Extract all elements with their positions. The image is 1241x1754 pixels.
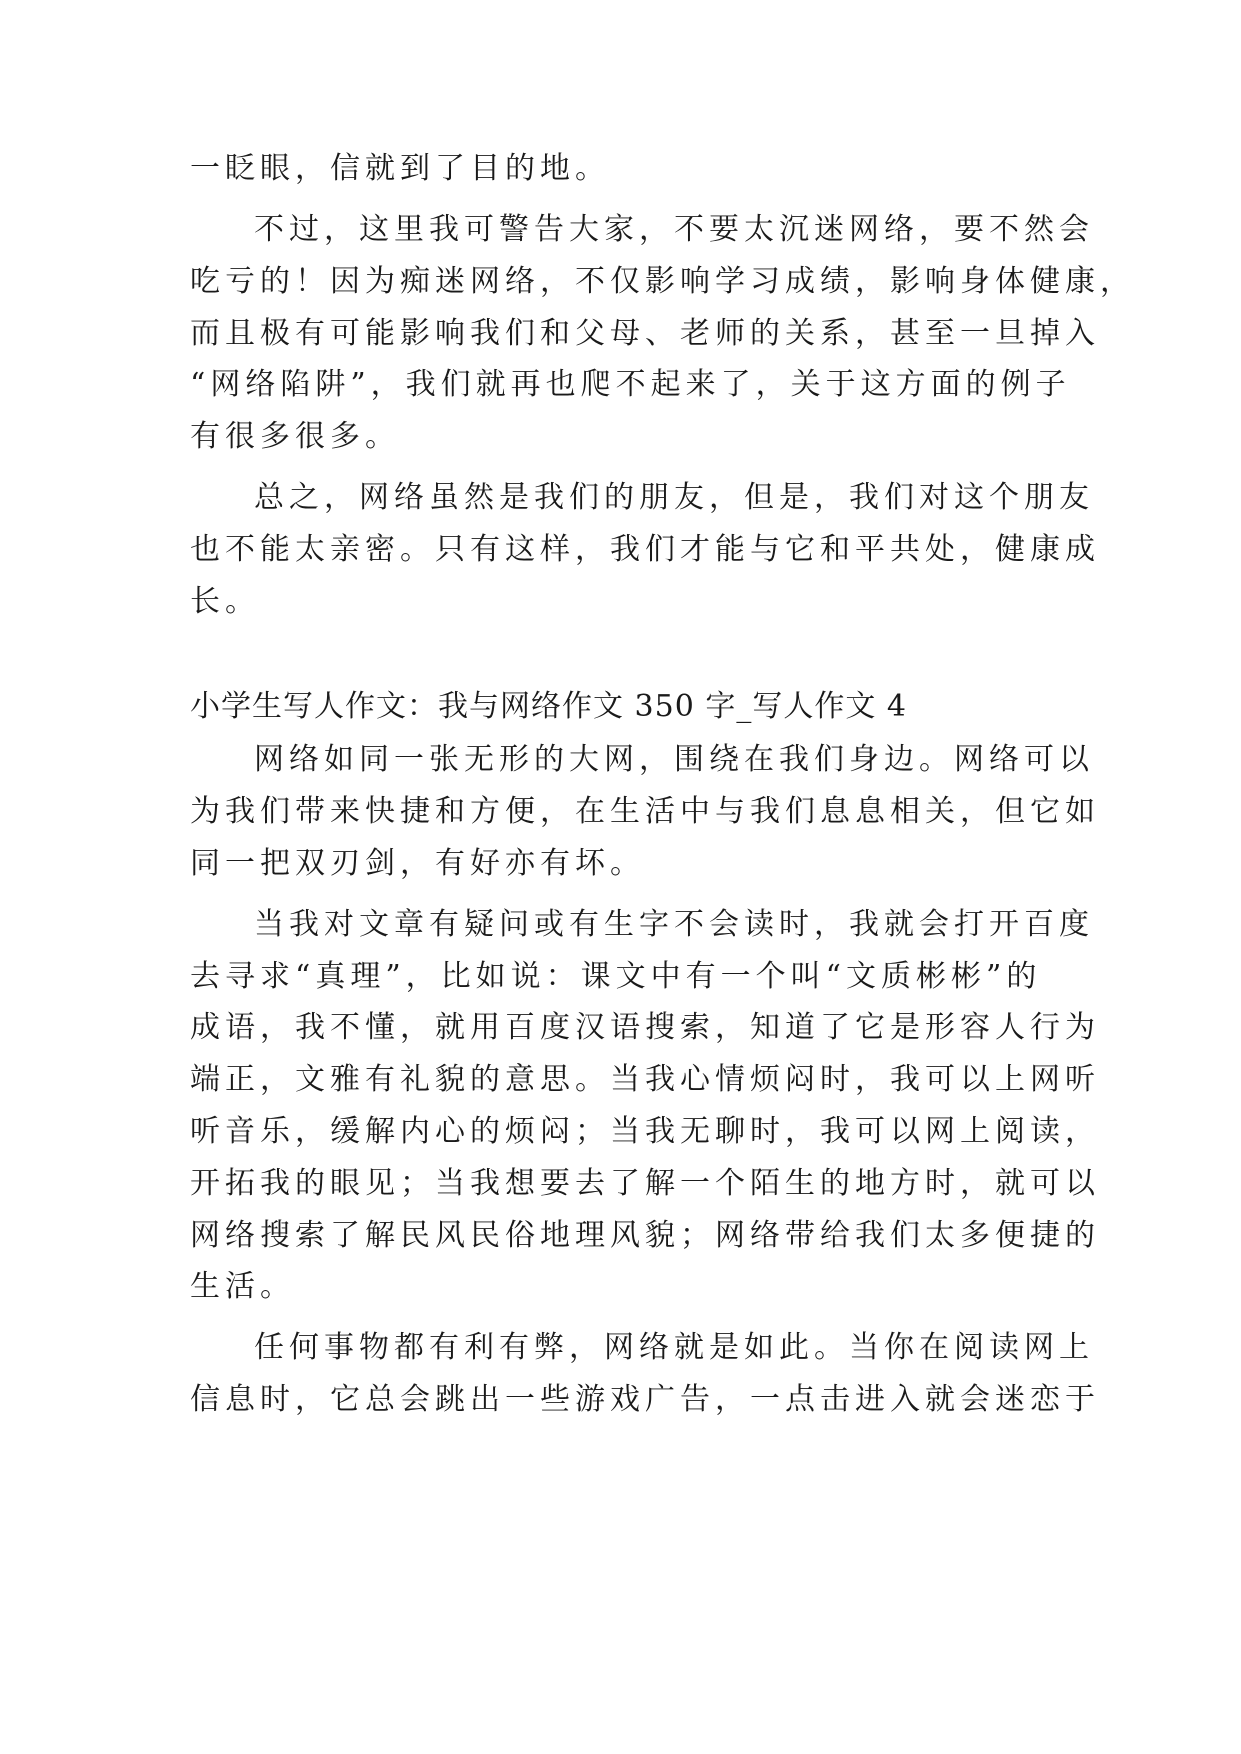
text-line: 去寻求“真理”，比如说：课文中有一个叫“文质彬彬”的 (190, 959, 1042, 994)
text-line: 长。 (190, 584, 260, 619)
text-line: 端正，文雅有礼貌的意思。当我心情烦闷时，我可以上网听 (190, 1062, 1100, 1097)
text-line: 信息时，它总会跳出一些游戏广告，一点击进入就会迷恋于 (190, 1382, 1100, 1417)
text-line: 吃亏的！因为痴迷网络，不仅影响学习成绩，影响身体健康， (190, 264, 1135, 299)
text-line: 为我们带来快捷和方便，在生活中与我们息息相关，但它如 (190, 794, 1100, 829)
paragraph-first-line: 不过，这里我可警告大家，不要太沉迷网络，要不然会 (254, 212, 1094, 247)
paragraph-first-line: 网络如同一张无形的大网，围绕在我们身边。网络可以 (254, 742, 1094, 777)
section-heading: 小学生写人作文：我与网络作文 350 字_写人作文 4 (190, 689, 907, 724)
text-line: 听音乐，缓解内心的烦闷；当我无聊时，我可以网上阅读， (190, 1114, 1100, 1149)
text-line: 同一把双刃剑，有好亦有坏。 (190, 846, 645, 881)
paragraph-first-line: 总之，网络虽然是我们的朋友，但是，我们对这个朋友 (254, 480, 1094, 515)
paragraph-first-line: 当我对文章有疑问或有生字不会读时，我就会打开百度 (254, 907, 1094, 942)
text-line: 生活。 (190, 1269, 295, 1304)
text-line: 而且极有可能影响我们和父母、老师的关系，甚至一旦掉入 (190, 316, 1100, 351)
text-line: 开拓我的眼见；当我想要去了解一个陌生的地方时，就可以 (190, 1166, 1100, 1201)
text-line: 一眨眼，信就到了目的地。 (190, 151, 610, 186)
paragraph-first-line: 任何事物都有利有弊，网络就是如此。当你在阅读网上 (254, 1330, 1094, 1365)
text-line: 网络搜索了解民风民俗地理风貌；网络带给我们太多便捷的 (190, 1218, 1100, 1253)
text-line: 也不能太亲密。只有这样，我们才能与它和平共处，健康成 (190, 532, 1100, 567)
text-line: 成语，我不懂，就用百度汉语搜索，知道了它是形容人行为 (190, 1010, 1100, 1045)
text-line: 有很多很多。 (190, 419, 400, 454)
text-line: “网络陷阱”，我们就再也爬不起来了，关于这方面的例子 (190, 367, 1071, 402)
